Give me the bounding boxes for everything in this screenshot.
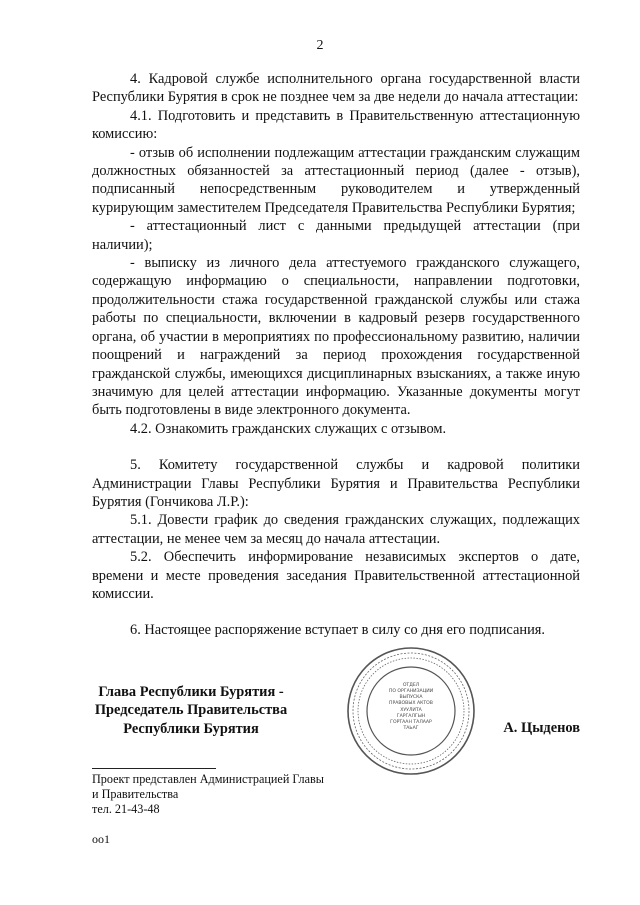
footnote-divider	[92, 768, 216, 769]
list-item-personal-file-extract: - выписку из личного дела аттестуемого гражданского служащего, содержащую информацию о специальности, направлении подготовки, продолжительности стажа государственной гражданской службы или стажа работы по специальности, включении в кадровый резерв государственного органа, об участии в мероприятиях по профессиональному развитию, наличии поощрений и награждений за период прохождения государственной гражданской службы, имеющихся дисциплинарных взысканиях, а также иную значимую для целей аттестации информацию. Указанные документы могут быть подготовлены в виде электронного документа.	[92, 255, 580, 419]
page-number: 2	[316, 38, 324, 53]
paragraph-5-1: 5.1. Довести график до сведения гражданских служащих, подлежащих аттестации, не менее чем за месяц до начала аттестации.	[92, 512, 580, 547]
seal-text: ГАРГАЛГЫН	[396, 714, 426, 719]
seal-text: ХУУЛИТА	[400, 708, 422, 713]
seal-text: ВЫПУСКА	[399, 695, 423, 700]
seal-text: ГОРТААН ТАЛААР	[390, 720, 432, 725]
signatory-title-line: Глава Республики Бурятия -	[98, 684, 284, 700]
document-body	[92, 70, 580, 640]
footnote-line: и Правительства	[92, 787, 179, 801]
paragraph-5: 5. Комитету государственной службы и кадровой политики Администрации Главы Республики Бурятия и Правительства Республики Бурятия (Гончикова Л.Р.):	[92, 457, 580, 510]
seal-text: ПРАВОВЫХ АКТОВ	[389, 701, 433, 706]
paragraph-4-2: 4.2. Ознакомить гражданских служащих с отзывом.	[130, 420, 447, 437]
signatory-title-line: Республики Бурятия	[123, 720, 259, 737]
signatory-title	[86, 683, 296, 738]
footnote-line: Проект представлен Администрацией Главы	[92, 772, 324, 786]
seal-text: ОТДЕЛ	[402, 683, 420, 688]
seal-text: ПО ОРГАНИЗАЦИИ	[388, 689, 434, 694]
paragraph-5-2: 5.2. Обеспечить информирование независимых экспертов о дате, времени и месте проведения заседания Правительственной аттестационной комиссии.	[92, 549, 580, 602]
paragraph-4: 4. Кадровой службе исполнительного органа государственной власти Республики Бурятия в срок не позднее чем за две недели до начала аттестации:	[92, 71, 580, 106]
paragraph-6: 6. Настоящее распоряжение вступает в силу со дня его подписания.	[130, 622, 545, 639]
list-item-attestation-sheet: - аттестационный лист с данными предыдущей аттестации (при наличии);	[92, 218, 580, 253]
seal-text: ТАЬАГ	[403, 726, 419, 731]
paragraph-4-1: 4.1. Подготовить и представить в Правительственную аттестационную комиссию:	[92, 107, 580, 143]
signatory-title-line: Председатель Правительства	[94, 702, 288, 719]
signatory-name: А. Цыденов	[503, 720, 580, 736]
footnote	[92, 772, 392, 817]
footnote-phone: тел. 21-43-48	[92, 802, 160, 816]
file-code: оо1	[92, 832, 110, 846]
list-item-review: - отзыв об исполнении подлежащим аттестации гражданским служащим должностных обязанностей за аттестационный период (далее - отзыв), подписанный непосредственным руководителем и утвержденный курирующим заместителем Председателя Правительства Республики Бурятия;	[92, 144, 580, 216]
official-seal-icon	[345, 645, 477, 777]
